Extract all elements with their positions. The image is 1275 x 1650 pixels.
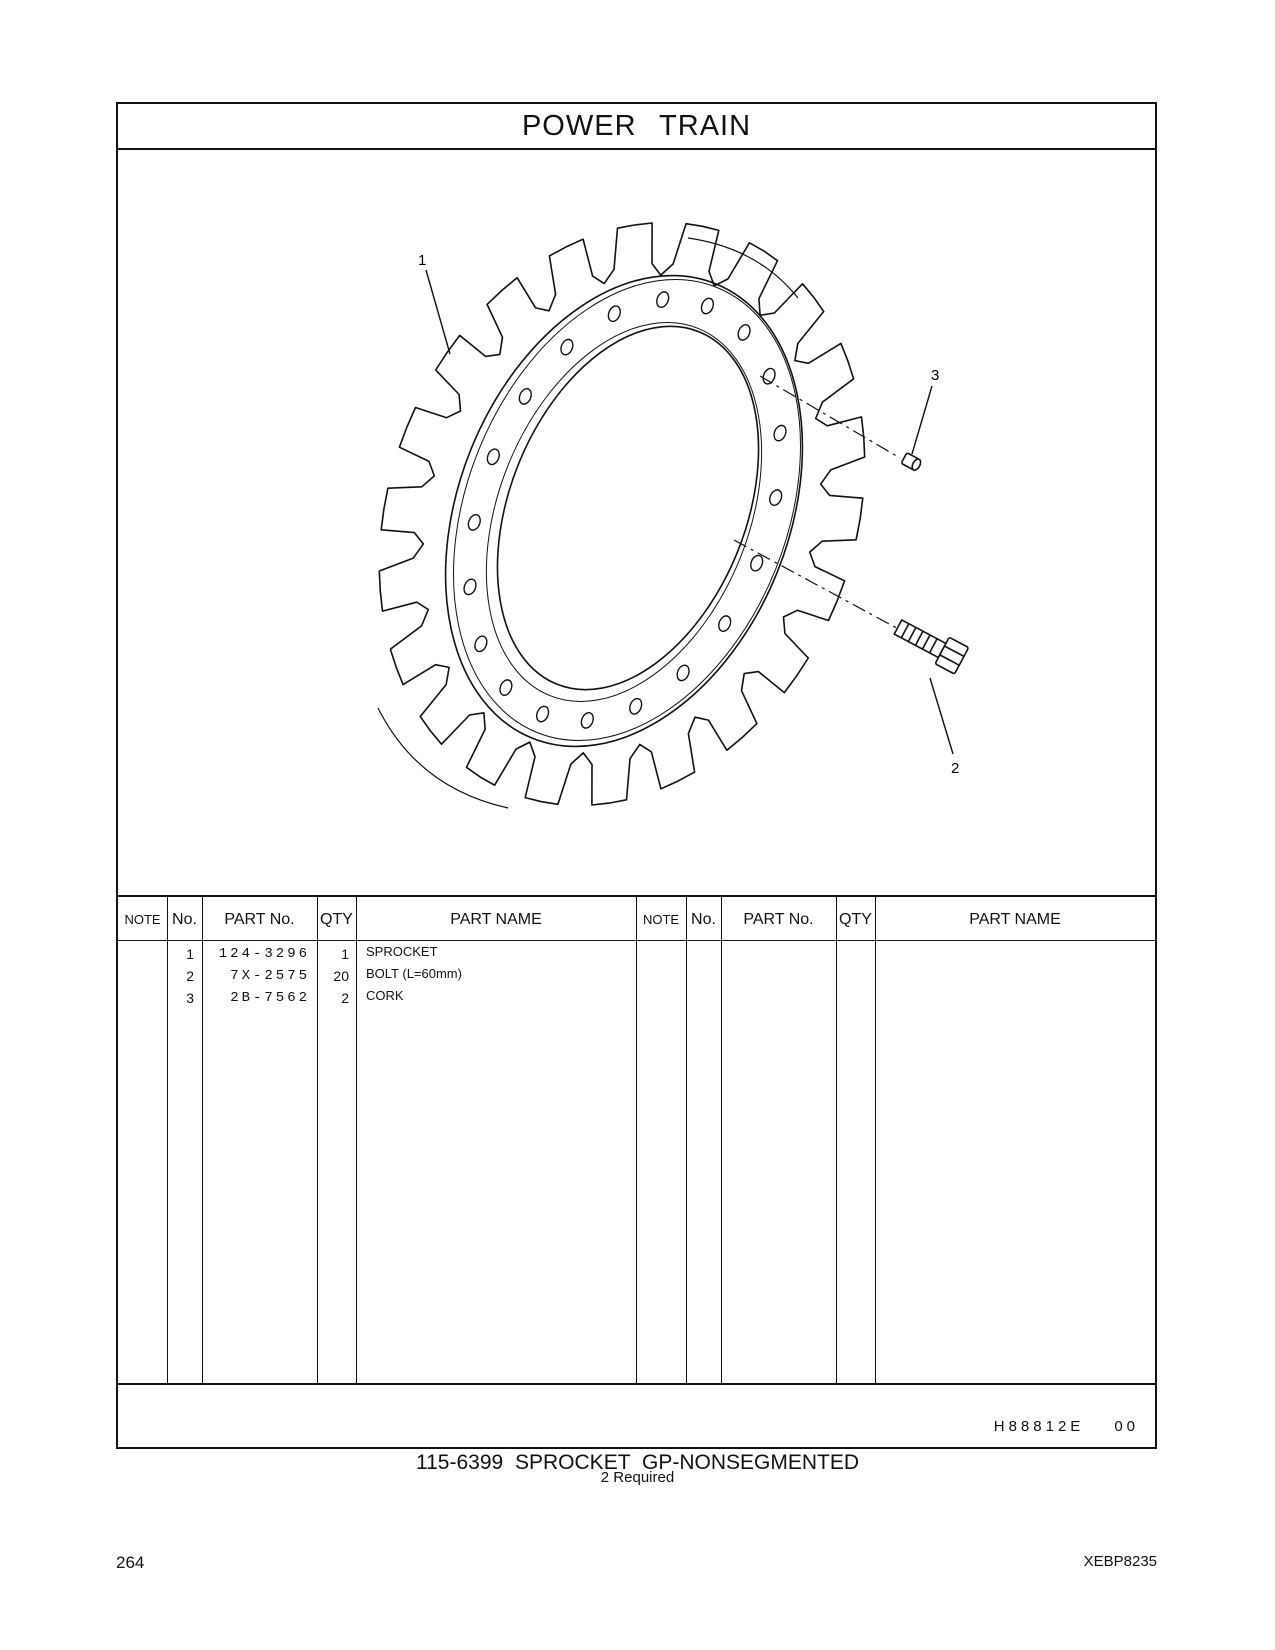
sprocket-bore xyxy=(447,288,808,729)
row-no: 1 xyxy=(186,946,194,962)
bolt-hole xyxy=(485,447,501,466)
sprocket-hub-outer-ring-inner-edge xyxy=(389,228,866,793)
bolt-hole xyxy=(473,634,489,653)
row-part-name: SPROCKET xyxy=(366,944,438,959)
sprocket-bore-chamfer xyxy=(434,282,814,743)
bolt-hole xyxy=(628,697,644,716)
group-caption xyxy=(0,1450,1275,1486)
illustration-number: H88812E xyxy=(993,1418,1085,1435)
row-no: 2 xyxy=(186,968,194,984)
group-quantity: 2 Required xyxy=(600,1469,675,1486)
exploded-view-drawing xyxy=(118,148,1155,895)
sprocket-illustration xyxy=(118,148,1155,895)
bolt-hole xyxy=(535,705,551,724)
col-header-no: No. xyxy=(172,910,197,928)
col-header-part-no-2: PART No. xyxy=(743,910,814,928)
bolt-hole xyxy=(736,323,752,342)
col-header-qty-2: QTY xyxy=(839,910,872,928)
bolt-hole xyxy=(579,711,595,730)
row-qty: 20 xyxy=(333,968,349,984)
row-part-no: 2B-7562 xyxy=(230,990,310,1006)
col-header-qty: QTY xyxy=(320,910,353,928)
document-number: XEBP8235 xyxy=(1083,1553,1157,1570)
callout-2: 2 xyxy=(951,760,960,777)
group-title: 115-6399 SPROCKET GP-NONSEGMENTED xyxy=(415,1451,859,1474)
bolt-hole xyxy=(559,338,575,357)
bolt-hole xyxy=(498,678,514,697)
bolt-hole xyxy=(749,554,765,573)
row-part-name: CORK xyxy=(366,988,404,1003)
revision-number: 00 xyxy=(1114,1418,1139,1435)
sprocket-hub-outer-ring xyxy=(379,222,869,800)
bolt-hole xyxy=(761,367,777,386)
illustration-code xyxy=(994,1418,1139,1435)
bolt-hole xyxy=(675,663,691,682)
bolt-hole xyxy=(717,614,733,633)
col-header-note: NOTE xyxy=(124,912,161,927)
row-part-no: 7X-2575 xyxy=(230,968,310,984)
col-header-part-name: PART NAME xyxy=(450,910,542,928)
row-part-name: BOLT (L=60mm) xyxy=(366,966,462,981)
page-number: 264 xyxy=(116,1553,145,1572)
row-qty: 2 xyxy=(341,990,349,1006)
row-qty: 1 xyxy=(341,946,349,962)
col-header-part-name-2: PART NAME xyxy=(969,910,1061,928)
parts-table xyxy=(118,895,1155,1385)
cork-alignment-line xyxy=(760,376,900,458)
bolt-hole xyxy=(699,297,715,316)
bolt-hole xyxy=(462,577,478,596)
parts-page-frame xyxy=(116,102,1157,1449)
bolt-hole xyxy=(606,304,622,323)
col-header-no-2: No. xyxy=(691,910,716,928)
cork-part xyxy=(901,453,922,472)
callout-1: 1 xyxy=(418,252,427,269)
row-part-no: 124-3296 xyxy=(218,946,310,962)
bolt-hole xyxy=(517,387,533,406)
bolt-hole xyxy=(772,424,788,443)
bolt-part xyxy=(891,614,969,674)
col-header-note-2: NOTE xyxy=(642,912,680,927)
bolt-hole xyxy=(466,513,482,532)
row-no: 3 xyxy=(186,990,194,1006)
section-title: POWER TRAIN xyxy=(118,104,1155,150)
bolt-hole xyxy=(655,290,671,309)
bolt-hole xyxy=(768,488,784,507)
col-header-part-no: PART No. xyxy=(224,910,295,928)
callout-3: 3 xyxy=(931,367,940,384)
